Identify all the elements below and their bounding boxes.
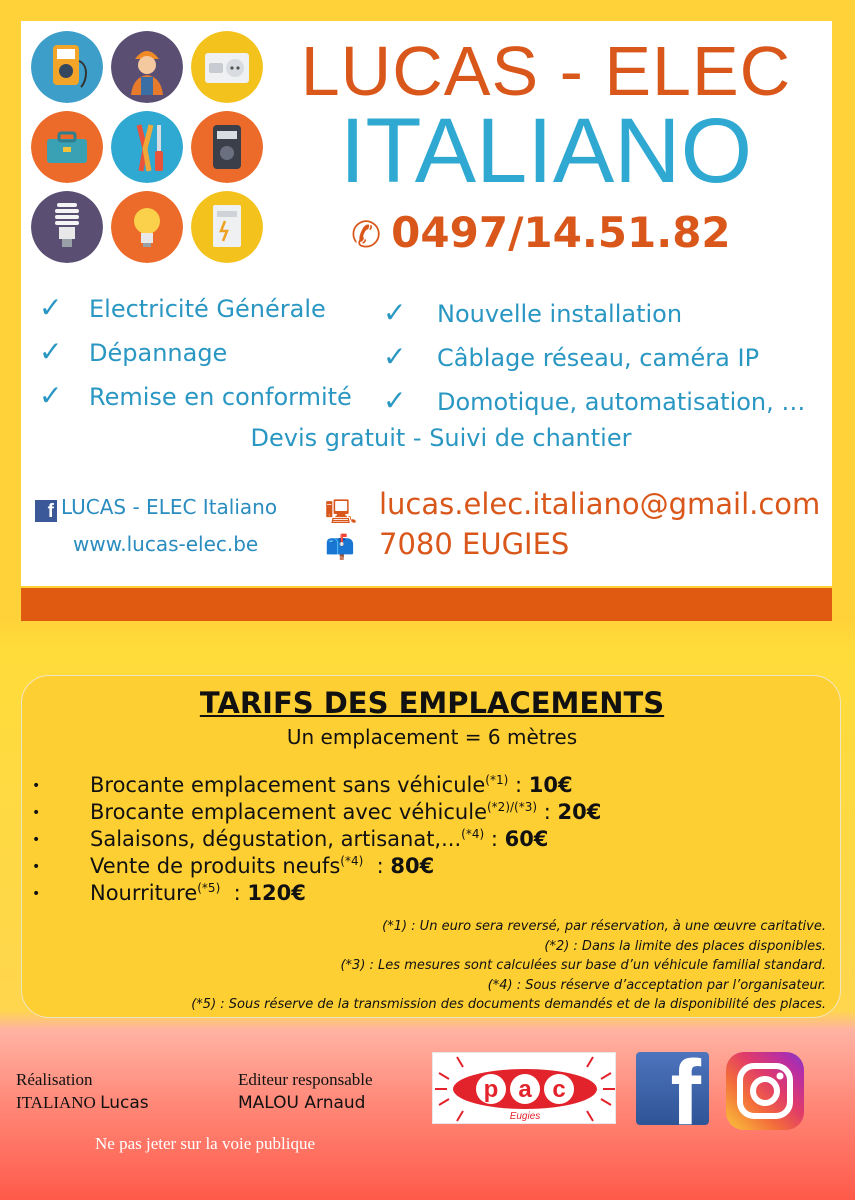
- light-bulb-icon: [111, 191, 183, 263]
- tarif-item: • Vente de produits neufs$^{(*4)}$ : 80€: [32, 854, 435, 878]
- mailbox-icon: 📫: [325, 533, 355, 561]
- advertisement-panel: [21, 21, 832, 586]
- footnote: (*2) : Dans la limite des places disponibles.: [544, 938, 826, 954]
- tarif-item: • Brocante emplacement avec véhicule$^{(*2)/(*3)}$ : 20€: [32, 800, 602, 824]
- orange-divider: [21, 588, 832, 621]
- tarifs-title: TARIFS DES EMPLACEMENTS: [199, 686, 665, 720]
- toolbox-icon: [31, 111, 103, 183]
- realisation-name: ITALIANO Lucas: [16, 1093, 149, 1113]
- svg-text:p: p: [483, 1076, 499, 1103]
- instagram-logo-icon[interactable]: [726, 1052, 804, 1130]
- phone-text: 0497/14.51.82: [391, 208, 731, 257]
- check-icon: ✓: [383, 296, 407, 329]
- realisation-label: Réalisation: [16, 1070, 93, 1089]
- tarifs-panel: [21, 675, 841, 1018]
- brand-surname: ITALIANO: [339, 100, 753, 202]
- service-item: ✓ Dépannage: [39, 330, 227, 375]
- check-icon: ✓: [39, 291, 63, 324]
- service-icon-grid: [31, 31, 261, 261]
- footnote: (*4) : Sous réserve d’acceptation par l’organisateur.: [487, 977, 826, 993]
- facebook-page-link[interactable]: f LUCAS - ELEC Italiano: [35, 495, 277, 522]
- tarifs-subtitle: Un emplacement = 6 mètres: [286, 725, 578, 749]
- service-item: ✓ Câblage réseau, caméra IP: [383, 335, 759, 380]
- tarif-item: • Brocante emplacement sans véhicule$^{(*1)}$ : 10€: [32, 773, 573, 797]
- website-link[interactable]: www.lucas-elec.be: [73, 532, 259, 556]
- pac-logo: [432, 1052, 616, 1124]
- svg-text:a: a: [518, 1076, 532, 1103]
- service-item: ✓ Electricité Générale: [39, 286, 326, 331]
- editeur-label: Editeur responsable: [238, 1070, 373, 1089]
- check-icon: ✓: [39, 379, 63, 412]
- city-address: 7080 EUGIES: [379, 527, 570, 561]
- svg-text:Eugies: Eugies: [509, 1111, 541, 1122]
- pliers-screwdriver-icon: [111, 111, 183, 183]
- check-icon: ✓: [383, 384, 407, 417]
- fuse-box-icon: [191, 191, 263, 263]
- cfl-bulb-icon: [31, 191, 103, 263]
- facebook-logo-icon[interactable]: f: [636, 1052, 709, 1125]
- facebook-icon: f: [35, 500, 57, 522]
- editeur-name: MALOU Arnaud: [238, 1093, 366, 1113]
- multimeter-icon: [31, 31, 103, 103]
- footnote: (*3) : Les mesures sont calculées sur base d’un véhicule familial standard.: [340, 958, 826, 973]
- meter-icon: [191, 111, 263, 183]
- service-item: ✓ Nouvelle installation: [383, 291, 682, 336]
- footnote: (*5) : Sous réserve de la transmission des documents demandés et de la disponibilité des places.: [191, 997, 826, 1012]
- tarifs-footnotes: [191, 917, 826, 1015]
- phone-number[interactable]: [351, 207, 771, 262]
- svg-text:c: c: [552, 1076, 566, 1103]
- tarif-item: • Salaisons, dégustation, artisanat,...$^{(*4)}$ : 60€: [32, 827, 549, 851]
- tagline: Devis gratuit - Suivi de chantier: [250, 424, 632, 452]
- disposal-notice: Ne pas jeter sur la voie publique: [95, 1134, 315, 1153]
- phone-icon: ✆: [351, 215, 382, 256]
- tarif-item: • Nourriture$^{(*5)}$ : 120€: [32, 881, 306, 905]
- electrician-icon: [111, 31, 183, 103]
- computer-icon: 🖳: [325, 498, 358, 526]
- service-item: ✓ Remise en conformité: [39, 374, 352, 419]
- brand-name: LUCAS - ELEC: [300, 32, 792, 110]
- tarifs-list: [32, 772, 601, 907]
- email-link[interactable]: lucas.elec.italiano@gmail.com: [379, 487, 821, 521]
- footnote: (*1) : Un euro sera reversé, par réservation, à une œuvre caritative.: [382, 919, 826, 934]
- service-item: ✓ Domotique, automatisation, …: [383, 379, 805, 424]
- socket-icon: [191, 31, 263, 103]
- check-icon: ✓: [39, 335, 63, 368]
- check-icon: ✓: [383, 340, 407, 373]
